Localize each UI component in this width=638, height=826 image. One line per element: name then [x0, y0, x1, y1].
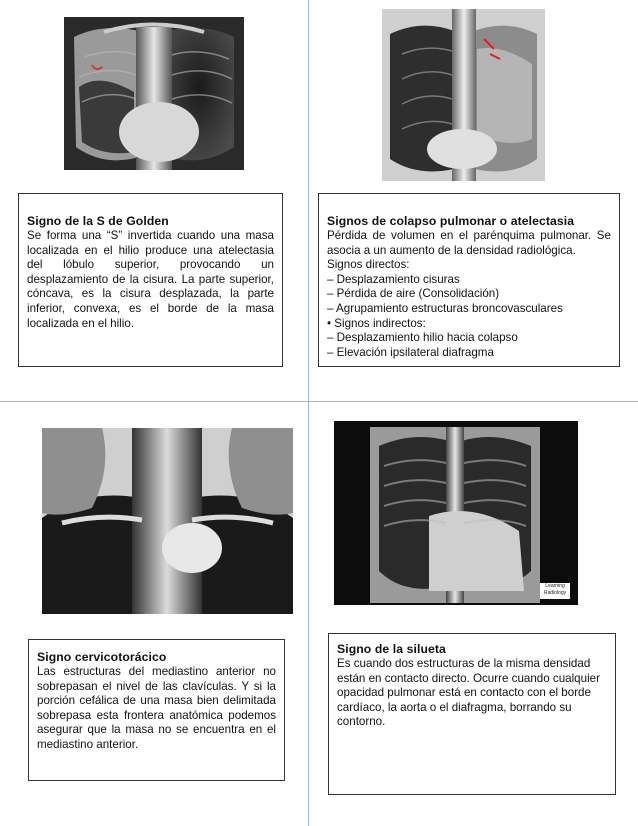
card-title: Signos de colapso pulmonar o atelectasia: [327, 214, 575, 228]
list-item: – Desplazamiento cisuras: [327, 272, 460, 286]
card-title: Signo de la S de Golden: [27, 214, 169, 228]
vertical-divider: [308, 0, 309, 826]
indirect-signs-label: • Signos indirectos:: [327, 316, 426, 330]
list-item: – Pérdida de aire (Consolidación): [327, 287, 500, 301]
direct-signs-label: Signos directos:: [327, 258, 410, 272]
cervicothoracic-sign-card: [28, 639, 285, 781]
atelectasis-xray-image: [382, 9, 545, 181]
card-body: Las estructuras del mediastino anterior no sobrepasan el nivel de las clavículas. Y si la porción cefálica de una masa bien delimitada sobrepasa esta frontera anatómica podemos asegurar que la masa no se encuentra en el mediastino anterior.: [37, 665, 276, 751]
list-item: – Elevación ipsilateral diafragma: [327, 345, 494, 359]
direct-signs-list: [327, 273, 611, 317]
card-title: Signo cervicotorácico: [37, 650, 167, 664]
indirect-signs-list: [327, 331, 611, 360]
golden-s-sign-card: [18, 193, 283, 367]
golden-s-xray-image: [64, 17, 244, 170]
card-body: Es cuando dos estructuras de la misma densidad están en contacto directo. Ocurre cuando cualquier opacidad pulmonar está en contacto con el borde cardíaco, la aorta o el diafragma, borrando su contorno.: [337, 657, 600, 729]
card-title: Signo de la silueta: [337, 642, 446, 656]
lung-collapse-sign-card: [318, 193, 620, 367]
card-body: Se forma una “S” invertida cuando una masa localizada en el hilio produce una atelectasia del lóbulo superior, provocando un desplazamiento de la cisura. La parte superior, cóncava, es la cisura desplazada, la parte inferior, convexa, es el borde de la masa localizada en el hilio.: [27, 229, 274, 330]
cervicothoracic-xray-image: [42, 428, 293, 614]
horizontal-divider: [0, 401, 638, 402]
card-body: Pérdida de volumen en el parénquima pulmonar. Se asocia a un aumento de la densidad radiológica.: [327, 229, 611, 257]
learning-radiology-watermark: Learning Radiology: [540, 583, 570, 599]
list-item: – Agrupamiento estructuras broncovasculares: [327, 301, 563, 315]
silhouette-xray-image: [334, 421, 578, 605]
silhouette-sign-card: [328, 633, 616, 795]
list-item: – Desplazamiento hilio hacia colapso: [327, 331, 518, 345]
